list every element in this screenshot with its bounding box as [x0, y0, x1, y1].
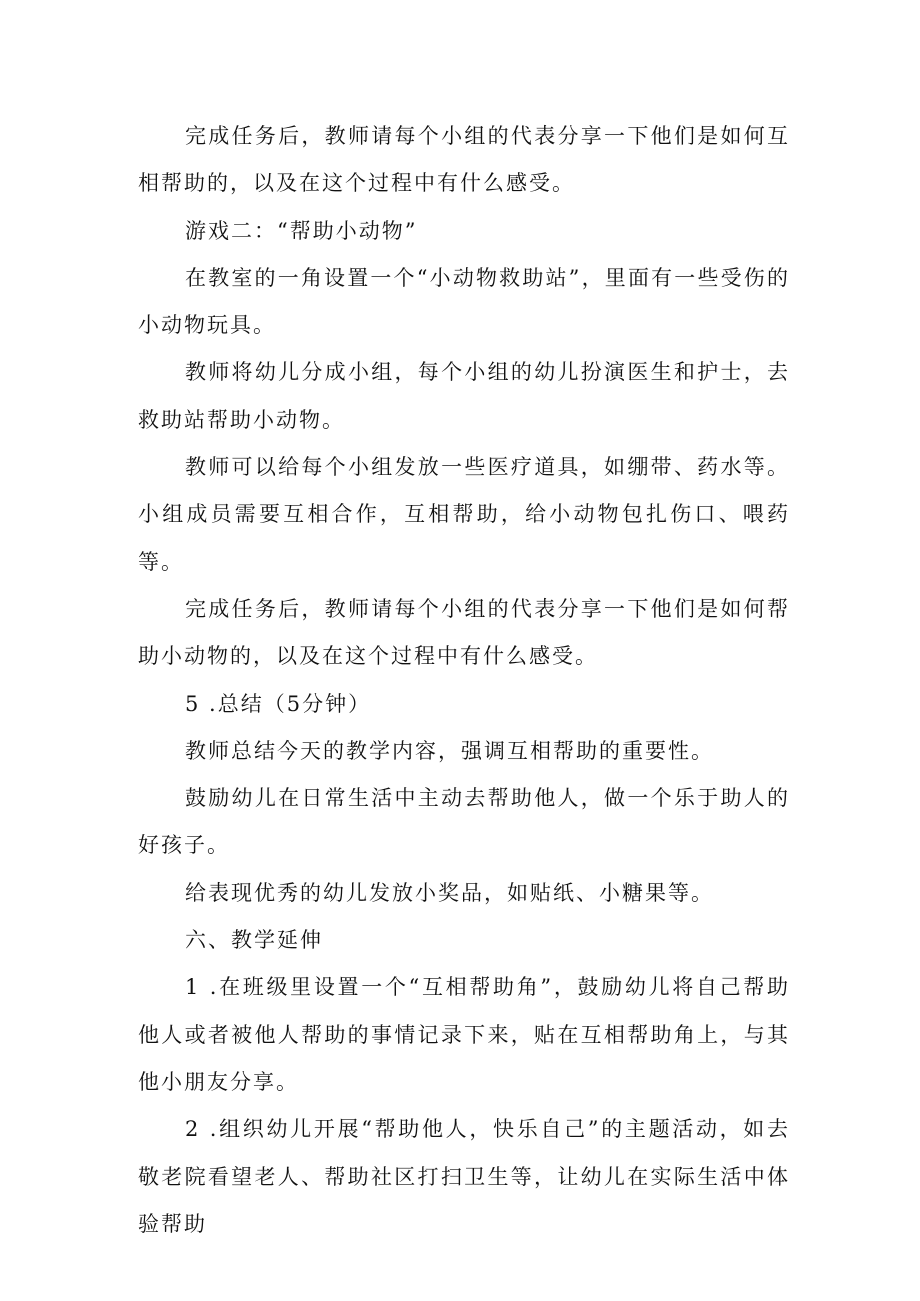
paragraph-rescue-station-setup: 在教室的一角设置一个“小动物救助站”，里面有一些受伤的小动物玩具。 — [138, 265, 790, 338]
paragraph-extension-item-1: 1 .在班级里设置一个“互相帮助角”，鼓励幼儿将自己帮助他人或者被他人帮助的事情记录下来，贴在互相帮助角上，与其他小朋友分享。 — [138, 975, 790, 1094]
document-body — [138, 113, 790, 1248]
paragraph-rewards: 给表现优秀的幼儿发放小奖品，如贴纸、小糖果等。 — [185, 880, 714, 905]
paragraph-game-two-heading: 游戏二：“帮助小动物” — [185, 218, 418, 243]
paragraph-group-roles: 教师将幼儿分成小组，每个小组的幼儿扮演医生和护士，去救助站帮助小动物。 — [138, 360, 790, 432]
paragraph-encourage-helping: 鼓励幼儿在日常生活中主动去帮助他人，做一个乐于助人的好孩子。 — [138, 786, 790, 858]
paragraph-medical-props: 教师可以给每个小组发放一些医疗道具，如绷带、药水等。小组成员需要互相合作，互相帮助，给小动物包扎伤口、喂药等。 — [138, 455, 790, 574]
paragraph-extension-heading: 六、教学延伸 — [185, 928, 323, 953]
paragraph-extension-item-2: 2 .组织幼儿开展“帮助他人，快乐自己”的主题活动，如去敬老院看望老人、帮助社区打扫卫生等，让幼儿在实际生活中体验帮助 — [138, 1117, 790, 1236]
paragraph-share-helping-animals: 完成任务后，教师请每个小组的代表分享一下他们是如何帮助小动物的，以及在这个过程中有什么感受。 — [138, 596, 790, 669]
paragraph-share-mutual-help: 完成任务后，教师请每个小组的代表分享一下他们是如何互相帮助的，以及在这个过程中有什么感受。 — [138, 124, 790, 196]
paragraph-teacher-summary: 教师总结今天的教学内容，强调互相帮助的重要性。 — [185, 738, 714, 763]
paragraph-summary-heading: 5 .总结（5分钟） — [185, 691, 372, 716]
